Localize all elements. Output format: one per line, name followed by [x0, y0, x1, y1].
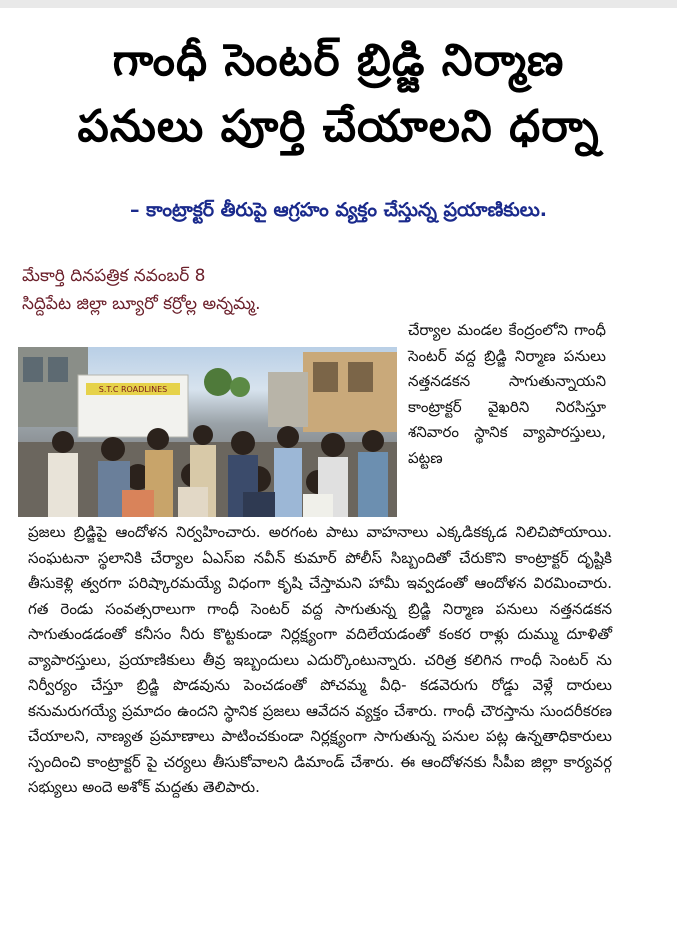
article-body: ప్రజలు బ్రిడ్జిపై ఆందోళన నిర్వహించారు. అరగంట పాటు వాహనాలు ఎక్కడికక్కడ నిలిచిపోయాయి. సంఘటనా స్థలానికి చేర్యాల ఏఎస్ఐ నవీన్ కుమార్ పోలీస్ సిబ్బందితో చేరుకొని కాంట్రాక్టర్ దృష్టికి తీసుకెళ్లి త్వరగా పరిష్కారమయ్యే విధంగా కృషి చేస్తామని హామీ ఇవ్వడంతో ఆందోళన విరమించారు. గత రెండు సంవత్సరాలుగా గాంధీ సెంటర్ వద్ద సాగుతున్న బ్రిడ్జి నిర్మాణ పనులు నత్తనడకన సాగుతుండడంతో కనీసం నీరు కొట్టకుండా నిర్లక్ష్యంగా వదిలేయడంతో కంకర రాళ్లు దుమ్ము దూళితో వ్యాపారస్తులు, ప్రయాణికులు తీవ్ర ఇబ్బందులు ఎదుర్కొంటున్నారు. చరిత్ర కలిగిన గాంధీ సెంటర్ ను నిర్వీర్యం చేస్తూ బ్రిడ్జి పొడవును పెంచడంతో పోచమ్మ వీధి- కడవెరుగు రోడ్డు వెళ్లే దారులు కనుమరుగయ్యే ప్రమాదం ఉందని స్థానిక ప్రజలు ఆవేదన వ్యక్తం చేశారు. గాంధీ చౌరస్తాను సుందరీకరణ చేయాలని, నాణ్యత ప్రమాణాలు పాటించకుండా నిర్లక్ష్యంగా సాగుతున్న పనుల పట్ల ఉన్నతాధికారులు స్పందించి కాంట్రాక్టర్ పై చర్యలు తీసుకోవాలని డిమాండ్ చేశారు. ఈ ఆందోళనకు సీపీఐ జిల్లా కార్యవర్గ సభ్యులు అందె అశోక్ మద్దతు తెలిపారు. [28, 523, 612, 796]
headline [0, 28, 677, 160]
dateline-line-2: సిద్దిపేట జిల్లా బ్యూరో కర్రోల్ల అన్నమ్మ. [22, 294, 261, 314]
headline-line-1: గాంధీ సెంటర్ బ్రిడ్జి నిర్మాణ [112, 35, 565, 86]
news-photo [18, 347, 397, 517]
truck-sign: S.T.C ROADLINES [98, 385, 168, 394]
page-top-strip [0, 0, 677, 8]
article-side-column: చేర్యాల మండల కేంద్రంలోని గాంధీ సెంటర్ వద్ద బ్రిడ్జి నిర్మాణ పనులు నత్తనడకన సాగుతున్నాయని కాంట్రాక్టర్ వైఖరిని నిరసిస్తూ శనివారం స్థానిక వ్యాపారస్తులు, పట్టణ [408, 321, 606, 467]
subheadline: – కాంట్రాక్టర్ తీరుపై ఆగ్రహం వ్యక్తం చేస్తున్న ప్రయాణికులు. [129, 199, 548, 221]
headline-line-2: పనులు పూర్తి చేయాలని ధర్నా [77, 101, 600, 152]
protest-crowd-illustration [18, 347, 397, 517]
dateline-line-1: మేకార్తి దినపత్రిక నవంబర్ 8 [22, 266, 206, 286]
dateline [22, 262, 422, 318]
